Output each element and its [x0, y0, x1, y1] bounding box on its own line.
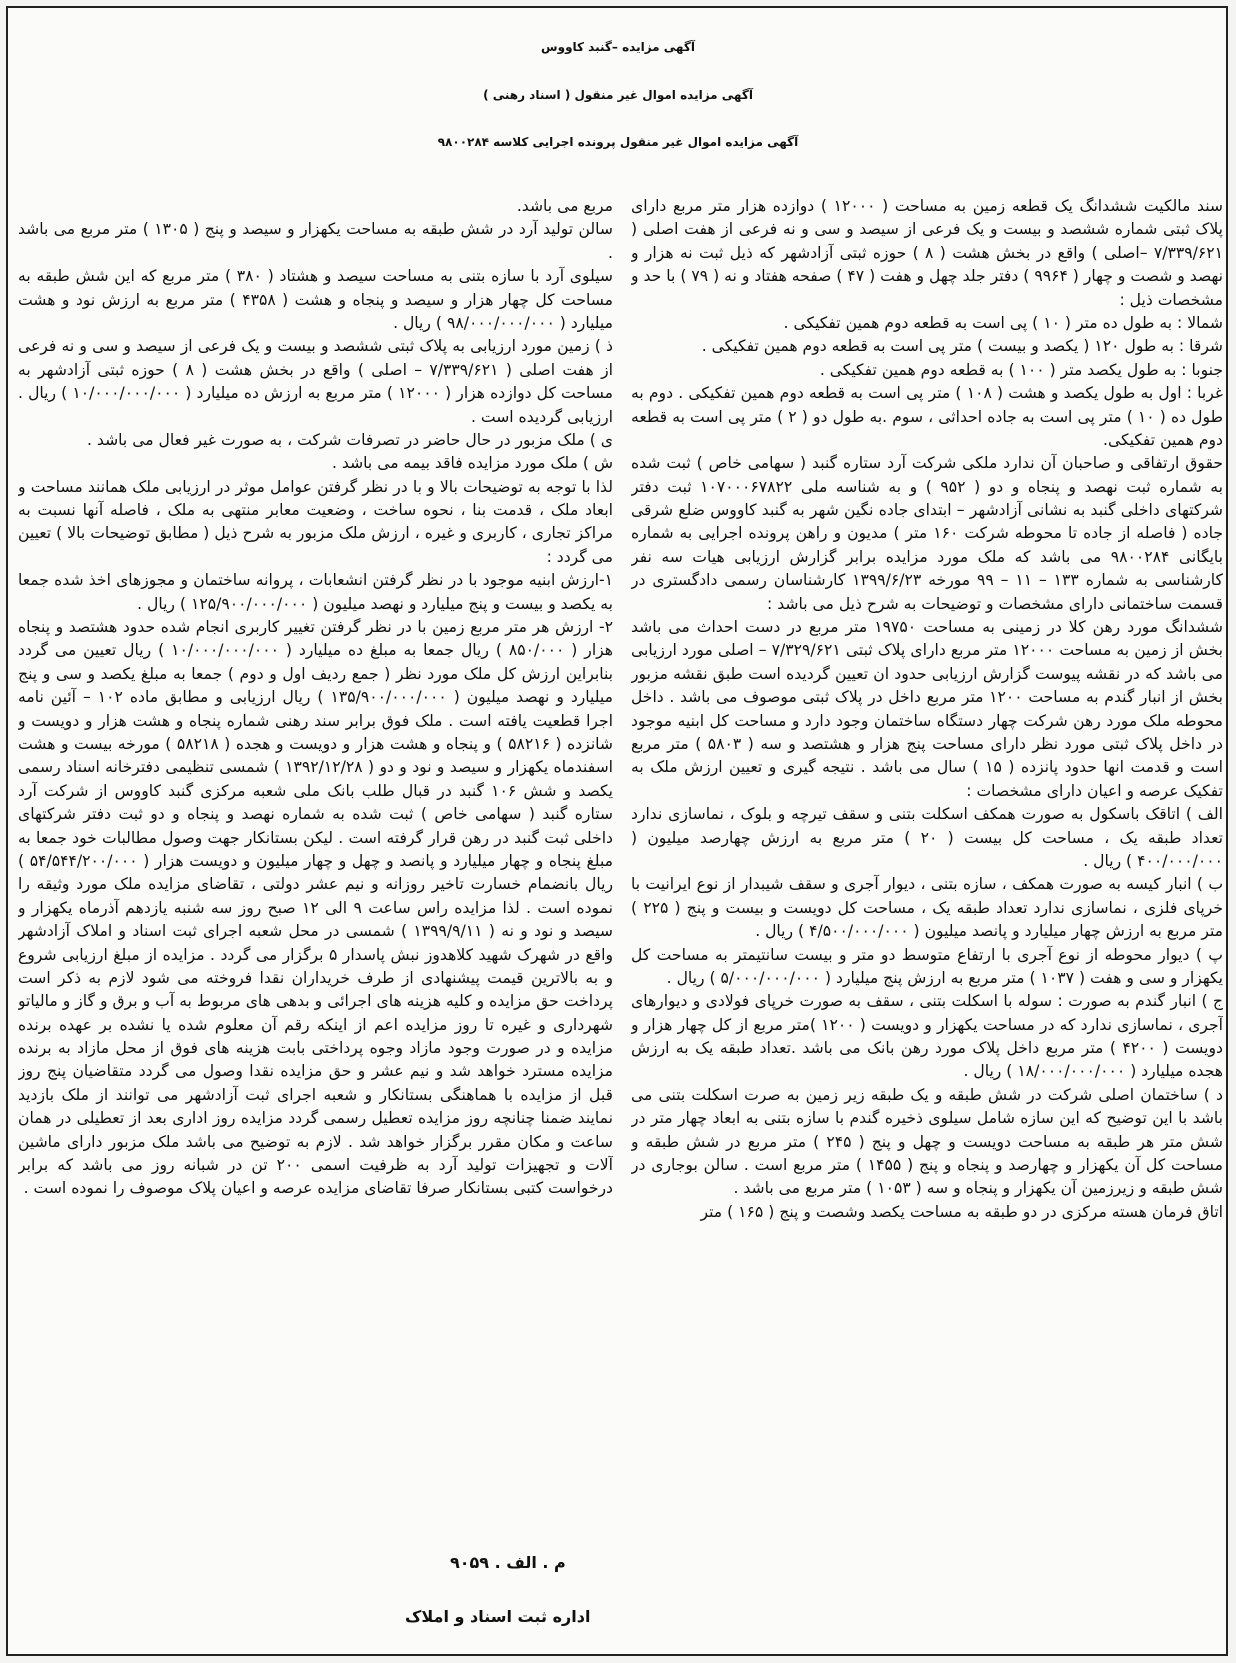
paragraph: شرقا : به طول ۱۲۰ ( یکصد و بیست ) متر پی است به قطعه دوم همین تفکیکی . — [701, 337, 1223, 356]
paragraph: شمالا : به طول ده متر ( ۱۰ ) پی است به قطعه دوم همین تفکیکی . — [783, 313, 1223, 332]
notice-code: م . الف . ۹۰۵۹ — [450, 1553, 566, 1572]
left-text-column — [18, 195, 613, 1560]
paragraph: سند مالکیت ششدانگ یک قطعه زمین به مساحت ( ۱۲۰۰۰ ) دوازده هزار متر مربع دارای پلاک ثبتی شماره ششصد و بیست و یک فرعی از سیصد و سی و نه فرعی از هفت اصلی ( ۷/۳۳۹/۶۲۱ –اصلی ) واقع در بخش هشت ( ۸ ) حوزه ثبتی آزادشهر که ذیل ثبت نه هزار و نهصد و شصت و چهار ( ۹۹۶۴ ) دفتر جلد چهل و هفت ( ۴۷ ) صفحه هفتاد و نه ( ۷۹ ) با حد و مشخصات ذیل : — [631, 197, 1223, 309]
paragraph: د ) ساختمان اصلی شرکت در شش طبقه و یک طبقه زیر زمین به صرت اسکلت بتنی می باشد با این توضیح که این سازه شامل سیلوی ذخیره گندم با سازه بتنی به ابعاد چهار متر در شش متر هر طبقه به مساحت دویست و چهل و پنج ( ۲۴۵ ) متر مربع در شش طبقه و مساحت کل آن یکهزار و چهارصد و پنجاه و پنج ( ۱۴۵۵ ) متر مربع است . سالن بوجاری در شش طبقه و زیرزمین آن یکهزار و پنجاه و سه ( ۱۰۵۳ ) متر مربع می باشد . — [631, 1085, 1223, 1198]
paragraph: سیلوی آرد با سازه بتنی به مساحت سیصد و هشتاد ( ۳۸۰ ) متر مربع که این شش طبقه به مساحت کل چهار هزار و سیصد و پنجاه و هشت ( ۴۳۵۸ ) متر مربع به ارزش نود و هشت میلیارد ( ۹۸/۰۰۰/۰۰۰/۰۰۰ ) ریال . — [18, 267, 613, 332]
notice-title-main: آگهی مزایده اموال غیر منقول پرونده اجرایی کلاسه ۹۸۰۰۲۸۴ — [437, 135, 799, 149]
paragraph: حقوق ارتفاقی و صاحبان آن ندارد ملکی شرکت آرد ستاره گنبد ( سهامی خاص ) ثبت شده به شماره ثبت نهصد و پنجاه و دو ( ۹۵۲ ) و به شناسه ملی ۱۰۷۰۰۰۶۷۸۲۲ ثبت دفتر شرکتهای داخلی گنبد به نشانی آزادشهر – ابتدای جاده نگین شهر به گنبد کاووس ضلع شرقی جاده ( فاصله از جاده تا محوطه شرکت ۱۶۰ متر ) مدیون و راهن پرونده اجرایی به شماره بایگانی ۹۸۰۰۲۸۴ می باشد که ملک مورد مزایده برابر گزارش ارزیابی هیات سه نفر کارشناسی به شماره ۱۳۳ – ۱۱ – ۹۹ مورخه ۱۳۹۹/۶/۲۳ کارشناسان رسمی دادگستری در قسمت ساختمانی دارای مشخصات و توضیحات به شرح ذیل می باشد : — [631, 454, 1223, 613]
paragraph: ج ) انبار گندم به صورت : سوله با اسکلت بتنی ، سقف به صورت خرپای فولادی و دیوارهای آجری ، نماسازی ندارد که در مساحت یکهزار و دویست ( ۱۲۰۰ )متر مربع از کل چهار هزار و دویست ( ۴۲۰۰ ) متر مربع داخل پلاک مورد رهن بانک می باشد .تعداد طبقه یک به ارزش هجده میلیارد ( ۱۸/۰۰۰/۰۰۰/۰۰۰ ) ریال . — [631, 992, 1223, 1081]
paragraph: مربع می باشد. — [516, 197, 613, 215]
paragraph: سالن تولید آرد در شش طبقه به مساحت یکهزار و سیصد و پنج ( ۱۳۰۵ ) متر مربع می باشد . — [18, 220, 613, 262]
paragraph: الف ) اتاقک باسکول به صورت همکف اسکلت بتنی و سقف تیرچه و بلوک ، نماسازی ندارد تعداد طبقه یک ، مساحت کل بیست ( ۲۰ ) متر مربع به ارزش چهارصد میلیون ( ۴۰۰/۰۰۰/۰۰۰ ) ریال . — [631, 805, 1223, 870]
paragraph: غربا : اول به طول یکصد و هشت ( ۱۰۸ ) متر پی است به قطعه دوم همین تفکیکی . دوم به طول ده ( ۱۰ ) متر پی است به جاده احداثی ، سوم .به طول دو ( ۲ ) متر پی است به قطعه دوم همین تفکیکی. — [631, 384, 1223, 449]
paragraph: ب ) انبار کیسه به صورت همکف ، سازه بتنی ، دیوار آجری و سقف شیبدار از نوع ایرانیت با خرپای فلزی ، نماسازی ندارد تعداد طبقه یک ، مساحت کل دویست و بیست و پنج ( ۲۲۵ ) متر مربع به ارزش چهار میلیارد و پانصد میلیون ( ۴/۵۰۰/۰۰۰/۰۰۰ ) ریال . — [631, 875, 1223, 941]
notice-title-top: آگهی مزایده –گنبد کاووس — [541, 40, 695, 54]
paragraph: ۱-ارزش ابنیه موجود با در نظر گرفتن انشعابات ، پروانه ساختمان و مجوزهای اخذ شده جمعا به یکصد و بیست و پنج میلیارد و نهصد میلیون ( ۱۲۵/۹۰۰/۰۰۰/۰۰۰ ) ریال . — [18, 571, 613, 613]
right-text-column — [631, 195, 1223, 1640]
paragraph: جنوبا : به طول یکصد متر ( ۱۰۰ ) به قطعه دوم همین تفکیکی . — [819, 360, 1223, 379]
paragraph: ۲- ارزش هر متر مربع زمین با در نظر گرفتن تغییر کاربری انجام شده حدود هشتصد و پنجاه هزار ( ۸۵۰/۰۰۰ ) ریال جمعا به مبلغ ده میلیارد ( ۱۰/۰۰۰/۰۰۰/۰۰۰ ) ریال تعیین می گردد بنابراین ارزش کل ملک مورد نظر ( جمع ردیف اول و دوم ) جمعا به مبلغ یکصد و سی و پنج میلیارد و نهصد میلیون ( ۱۳۵/۹۰۰/۰۰۰/۰۰۰ ) ریال ارزیابی و مطابق ماده ۱۰۲ – آئین نامه اجرا قطعیت یافته است . ملک فوق برابر سند رهنی شماره پنجاه و هشت هزار و دویست و شانزده ( ۵۸۲۱۶ ) و پنجاه و هشت هزار و دویست و هجده ( ۵۸۲۱۸ ) مورخه بیست و هشت اسفندماه یکهزار و سیصد و نود و دو ( ۱۳۹۲/۱۲/۲۸ ) شمسی تنظیمی دفترخانه اسناد رسمی یکصد و شش ۱۰۶ گنبد در قبال طلب بانک ملی شعبه مرکزی گنبد کاووس از شرکت آرد ستاره گنبد ( سهامی خاص ) ثبت شده به شماره نهصد و پنجاه و دو ثبت دفتر شرکتهای داخلی ثبت گنبد در رهن قرار گرفته است . لیکن بستانکار جهت وصول مطالبات خود جمعا به مبلغ پنجاه و چهار میلیارد و پانصد و چهل و چهار میلیون و دویست هزار ( ۵۴/۵۴۴/۲۰۰/۰۰۰ ) ریال بانضمام خسارت تاخیر روزانه و نیم عشر دولتی ، تقاضای مزایده ملک مورد وثیقه را نموده است . لذا مزایده راس ساعت ۹ الی ۱۲ صبح روز سه شنبه یازدهم آذرماه یکهزار و سیصد و نود و نه ( ۱۳۹۹/۹/۱۱ ) شمسی در محل شعبه اجرای ثبت اسناد و املاک آزادشهر واقع در شهرک شهید کلاهدوز نبش پاسدار ۵ برگزار می گردد . مزایده از مبلغ ارزیابی شروع و به بالاترین قیمت پیشنهادی از طرف خریداران نقدا فروخته می شود لازم به ذکر است پرداخت حق مزایده و کلیه هزینه های اجرائی و بدهی های مربوط به آب و برق و گاز و مالیاتو شهرداری و غیره تا روز مزایده اعم از اینکه رقم آن معلوم شده یا نشده بر عهده برنده مزایده و در صورت وجود مازاد وجوه پرداختی بابت هزینه های فوق از محل مازاد به برنده مزایده مسترد خواهد شد و نیم عشر و حق مزایده نقدا وصول می گردد متقاضیان پنج روز قبل از مزایده با هماهنگی بستانکار و شعبه اجرای ثبت آزادشهر می توانند از ملک بازدید نمایند ضمنا چنانچه روز مزایده تعطیل رسمی گردد مزایده روز اداری بعد از تعطیلی در همان ساعت و مکان مقرر برگزار خواهد شد . لازم به توضیح می باشد ملک مزبور دارای ماشین آلات و تجهیزات تولید آرد به ظرفیت اسمی ۲۰۰ تن در شبانه روز می باشد که برابر درخواست کتبی بستانکار صرفا تقاضای مزایده عرصه و اعیان پلاک موصوف را نموده است . — [18, 618, 613, 1198]
paragraph: اتاق فرمان هسته مرکزی در دو طبقه به مساحت یکصد وشصت و پنج ( ۱۶۵ ) متر — [700, 1202, 1223, 1221]
paragraph: ذ ) زمین مورد ارزیابی به پلاک ثبتی ششصد و بیست و یک فرعی از سیصد و سی و نه فرعی از هفت اصلی ( ۷/۳۳۹/۶۲۱ – اصلی ) واقع در بخش هشت ( ۸ ) حوزه ثبتی آزادشهر به مساحت کل دوازده هزار ( ۱۲۰۰۰ ) متر مربع به ارزش ده میلیارد ( ۱۰/۰۰۰/۰۰۰/۰۰۰ ) ریال . ارزیابی گردیده است . — [18, 337, 613, 426]
paragraph: پ ) دیوار محوطه از نوع آجری با ارتفاع متوسط دو متر و بیست سانتیمتر به مساحت کل یکهزار و سی و هفت ( ۱۰۳۷ ) متر مربع به ارزش پنج میلیارد ( ۵/۰۰۰/۰۰۰/۰۰۰ ) ریال . — [631, 945, 1223, 987]
paragraph: ی ) ملک مزبور در حال حاضر در تصرفات شرکت ، به صورت غیر فعال می باشد . — [87, 430, 613, 449]
paragraph: ش ) ملک مورد مزایده فاقد بیمه می باشد . — [332, 454, 613, 473]
paragraph: ششدانگ مورد رهن کلا در زمینی به مساحت ۱۹۷۵۰ متر مربع در دست احداث می باشد بخش از زمین به مساحت ۱۲۰۰۰ متر مربع دارای پلاک ثبتی ۷/۳۲۹/۶۲۱ – اصلی مورد ارزیابی می باشد که در نقشه پیوست گزارش ارزیابی حدود ان تعیین گردیده است طبق نقشه مزبور بخش از انبار گندم به مساحت ۱۲۰۰ متر مربع داخل در پلاک ثبتی موصوف می باشد . داخل محوطه ملک مورد رهن شرکت چهار دستگاه ساختمان وجود دارد و مساحت کل ابنیه موجود در داخل پلاک ثبتی مورد نظر دارای مساحت پنج هزار و هشتصد و سه ( ۵۸۰۳ ) متر مربع است و قدمت انها حدود پانزده ( ۱۵ ) سال می باشد . نتیجه گیری و تعیین ارزش ملک به تفکیک عرصه و اعیان دارای مشخصات : — [631, 618, 1223, 800]
issuing-office: اداره ثبت اسناد و املاک — [405, 1607, 591, 1626]
paragraph: لذا با توجه به توضیحات بالا و با در نظر گرفتن عوامل موثر در ارزیابی ملک همانند مساحت و ابعاد ملک ، قدمت بنا ، نحوه ساخت ، وضعیت معابر منتهی به ملک ، فاصله آنها نسبت به مراکز تجاری ، کاربری و غیره ، ارزش ملک مزبور به شرح ذیل ( مطابق توضیحات بالا ) تعیین می گردد : — [18, 477, 613, 566]
notice-title-mid: آگهی مزایده اموال غیر منقول ( اسناد رهنی ) — [483, 88, 753, 102]
